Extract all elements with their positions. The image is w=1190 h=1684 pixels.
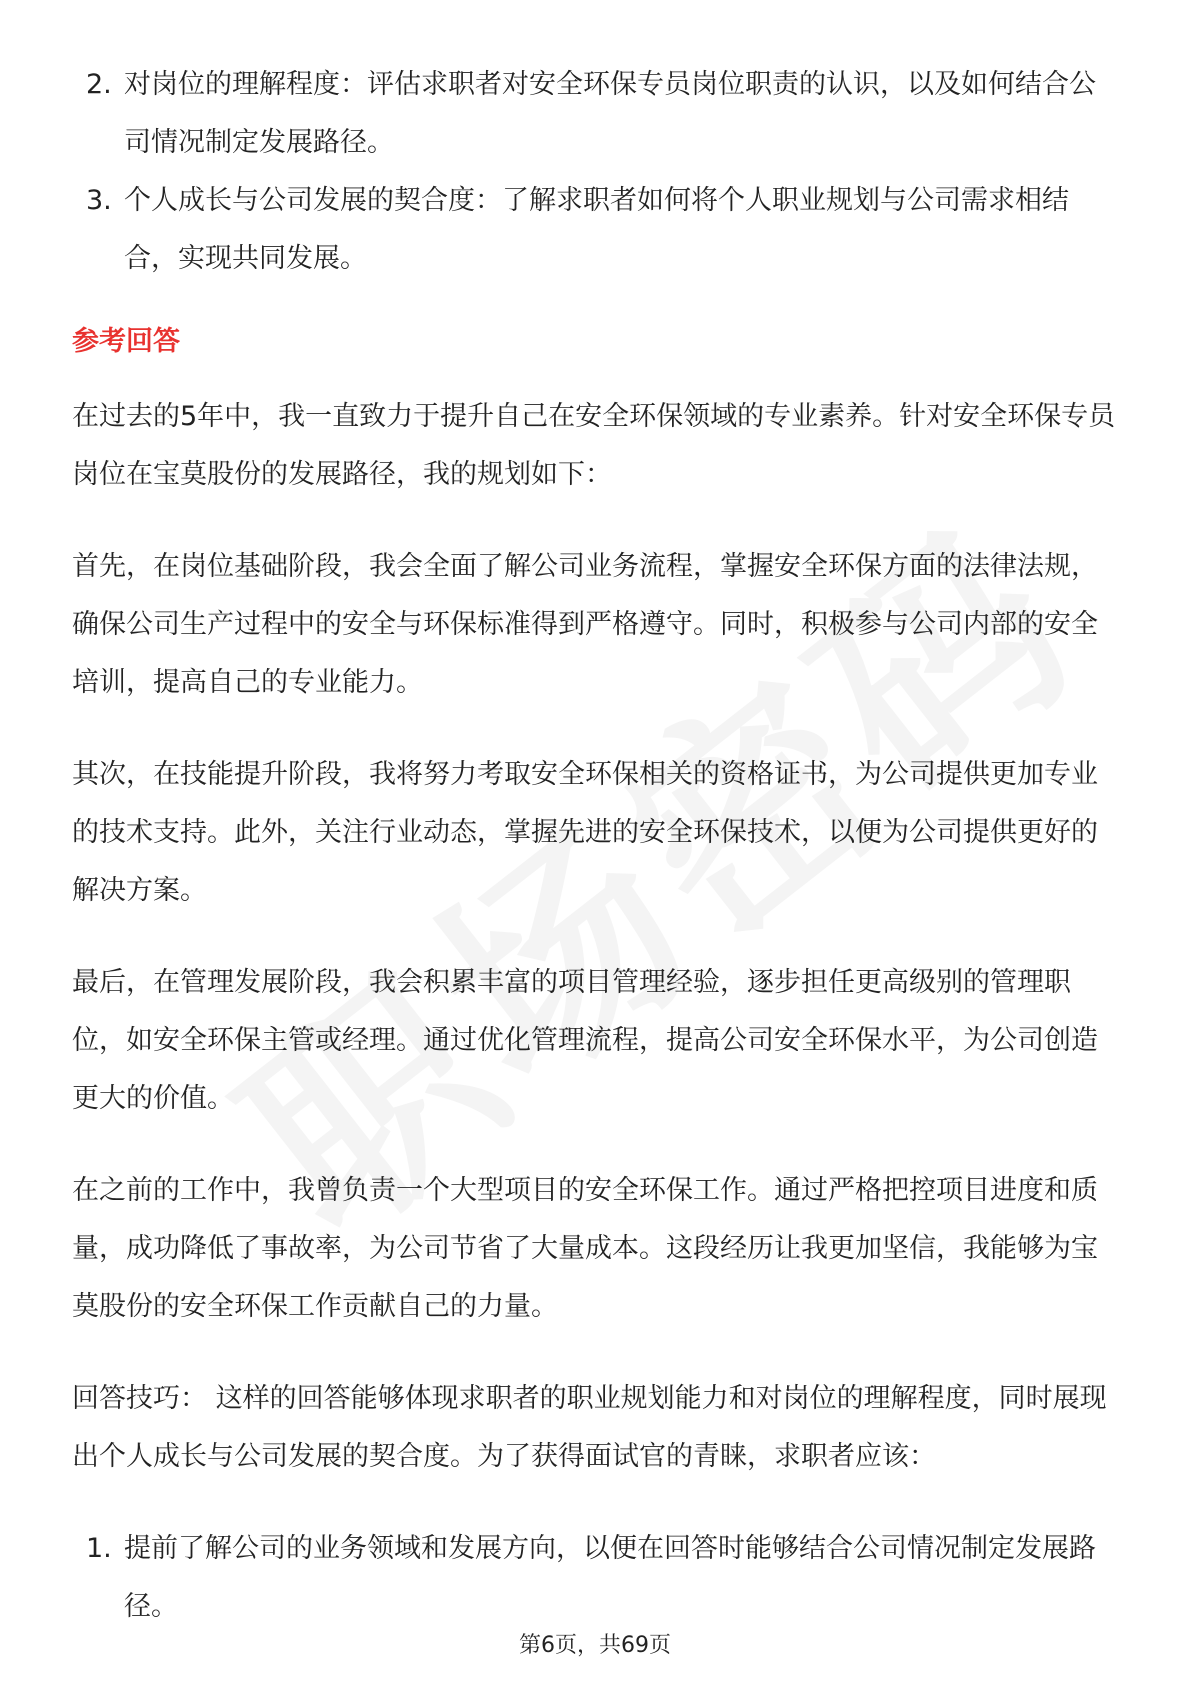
list-item	[72, 56, 1122, 172]
section-heading: 参考回答	[72, 326, 180, 357]
page-footer: 第6页，共69页	[519, 1633, 671, 1658]
page-content	[72, 56, 1122, 1636]
paragraph: 在过去的5年中，我一直致力于提升自己在安全环保领域的专业素养。针对安全环保专员岗位在宝莫股份的发展路径，我的规划如下：	[72, 401, 1116, 490]
list-number: 2.	[86, 69, 112, 100]
tips-list	[72, 1520, 1122, 1636]
list-item	[72, 1520, 1122, 1636]
list-text: 个人成长与公司发展的契合度：了解求职者如何将个人职业规划与公司需求相结合，实现共同发展。	[124, 185, 1069, 274]
paragraph: 其次，在技能提升阶段，我将努力考取安全环保相关的资格证书，为公司提供更加专业的技术支持。此外，关注行业动态，掌握先进的安全环保技术，以便为公司提供更好的解决方案。	[72, 759, 1098, 906]
list-item	[72, 172, 1122, 288]
list-text: 提前了解公司的业务领域和发展方向，以便在回答时能够结合公司情况制定发展路径。	[124, 1533, 1096, 1622]
list-number: 1.	[86, 1533, 112, 1564]
paragraph: 在之前的工作中，我曾负责一个大型项目的安全环保工作。通过严格把控项目进度和质量，成功降低了事故率，为公司节省了大量成本。这段经历让我更加坚信，我能够为宝莫股份的安全环保工作贡献自己的力量。	[72, 1175, 1098, 1322]
tips-paragraph: 回答技巧： 这样的回答能够体现求职者的职业规划能力和对岗位的理解程度，同时展现出个人成长与公司发展的契合度。为了获得面试官的青睐，求职者应该：	[72, 1383, 1107, 1472]
list-number: 3.	[86, 185, 112, 216]
list-text: 对岗位的理解程度：评估求职者对安全环保专员岗位职责的认识，以及如何结合公司情况制定发展路径。	[124, 69, 1096, 158]
paragraph: 最后，在管理发展阶段，我会积累丰富的项目管理经验，逐步担任更高级别的管理职位，如安全环保主管或经理。通过优化管理流程，提高公司安全环保水平，为公司创造更大的价值。	[72, 967, 1098, 1114]
paragraph: 首先，在岗位基础阶段，我会全面了解公司业务流程，掌握安全环保方面的法律法规，确保公司生产过程中的安全与环保标准得到严格遵守。同时，积极参与公司内部的安全培训，提高自己的专业能力。	[72, 551, 1098, 698]
